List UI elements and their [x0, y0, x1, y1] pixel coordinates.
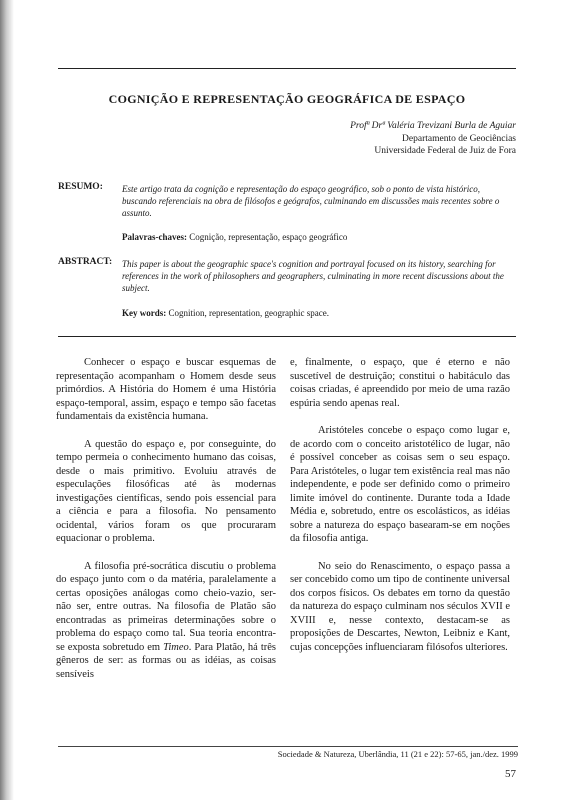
body-column-left	[56, 356, 276, 695]
footer-rule	[58, 746, 518, 747]
abstract-label: ABSTRACT:	[58, 257, 113, 267]
page-number: 57	[505, 768, 516, 780]
abstract-text: This paper is about the geographic space's cognition and portrayal focused on its history, searching for references in the work of philosophers and geographers, culminating in more recent discussions about the subject.	[122, 259, 504, 293]
top-rule	[58, 68, 516, 69]
abstract-keywords	[122, 308, 514, 318]
paragraph: Aristóteles concebe o espaço como lugar e, de acordo com o conceito aristotélico de lugar, não é possível conceber as coisas sem o seu espaço. Para Aristóteles, o lugar tem existência real mas não independente, e pode ser definido como o primeiro limite imóvel do continente. Durante toda a Idade Média e, sobretudo, entre os escolásticos, as idéias sobre a natureza do espaço basearam-se em noções da filosofia antiga.	[290, 425, 510, 544]
resumo-label: RESUMO:	[58, 182, 103, 192]
body-column-right	[290, 356, 510, 668]
author-university: Universidade Federal de Juiz de Fora	[374, 146, 516, 156]
journal-citation: Sociedade & Natureza, Uberlândia, 11 (21 e 22): 57-65, jan./dez. 1999	[277, 749, 518, 759]
resumo-keywords	[122, 232, 514, 242]
abstract-keywords-label: Key words:	[122, 308, 167, 318]
resumo-keywords-label: Palavras-chaves:	[122, 232, 187, 242]
paragraph: A questão do espaço e, por conseguinte, do tempo permeia o conhecimento humano das coisas, desde o mais primitivo. Evoluiu através de especulações filosóficas até às modernas investigações científicas, sendo pois essencial para a ciência e para a filosofia. No pensamento ocidental, vários foram os que procuraram equacionar o problema.	[56, 438, 276, 544]
scan-edge-shadow	[0, 0, 14, 800]
resumo-keywords-value: Cognição, representação, espaço geográfico	[189, 232, 348, 242]
paragraph: e, finalmente, o espaço, que é eterno e não suscetível de destruição; constitui o habitáculo das coisas criadas, é apreendido por meio de uma razão espúria sendo apenas real.	[290, 357, 510, 409]
paragraph-text: . Para Platão, há três gêneros de ser: as formas ou as idéias, as coisas sensíveis	[56, 641, 276, 680]
paragraph: No seio do Renascimento, o espaço passa a ser concebido como um tipo de continente universal dos corpos físicos. Os debates em torno da questão da natureza do espaço culminam nos séculos XVII e XVIII e, nesse contexto, destacam-se as proposições de Descartes, Newton, Leibniz e Kant, cujas concepções influenciaram filósofos ulteriores.	[290, 560, 510, 653]
abstract-keywords-value: Cognition, representation, geographic space.	[168, 308, 329, 318]
article-title: COGNIÇÃO E REPRESENTAÇÃO GEOGRÁFICA DE ESPAÇO	[108, 92, 466, 106]
work-title-timeo: Timeo	[163, 641, 189, 653]
author-department: Departamento de Geociências	[402, 133, 516, 144]
paragraph-text: A filosofia pré-socrática discutiu o problema do espaço junto com o da matéria, paralelamente a certas oposições análogas como cheio-vazio, ser-não ser, entre outras. Na filosofia de Platão são encontradas as primeiras determinações sobre o problema do espaço como tal. Sua teoria encontra-se exposta sobretudo em	[56, 560, 276, 653]
resumo-text: Este artigo trata da cognição e representação do espaço geográfico, sob o ponto de vista histórico, buscando referenciais na obra de filósofos e geógrafos, culminando em discussões mais recentes sobre o assunto.	[122, 184, 500, 218]
author-name: Profª Drª Valéria Trevizani Burla de Aguiar	[350, 121, 516, 131]
paragraph: Conhecer o espaço e buscar esquemas de representação acompanham o Homem desde seus primórdios. A História do Homem é uma História espaço-temporal, assim, espaço e tempo são facetas fundamentais da existência humana.	[56, 357, 276, 422]
author-block	[350, 120, 516, 158]
paragraph	[56, 560, 276, 682]
section-rule	[58, 336, 516, 337]
